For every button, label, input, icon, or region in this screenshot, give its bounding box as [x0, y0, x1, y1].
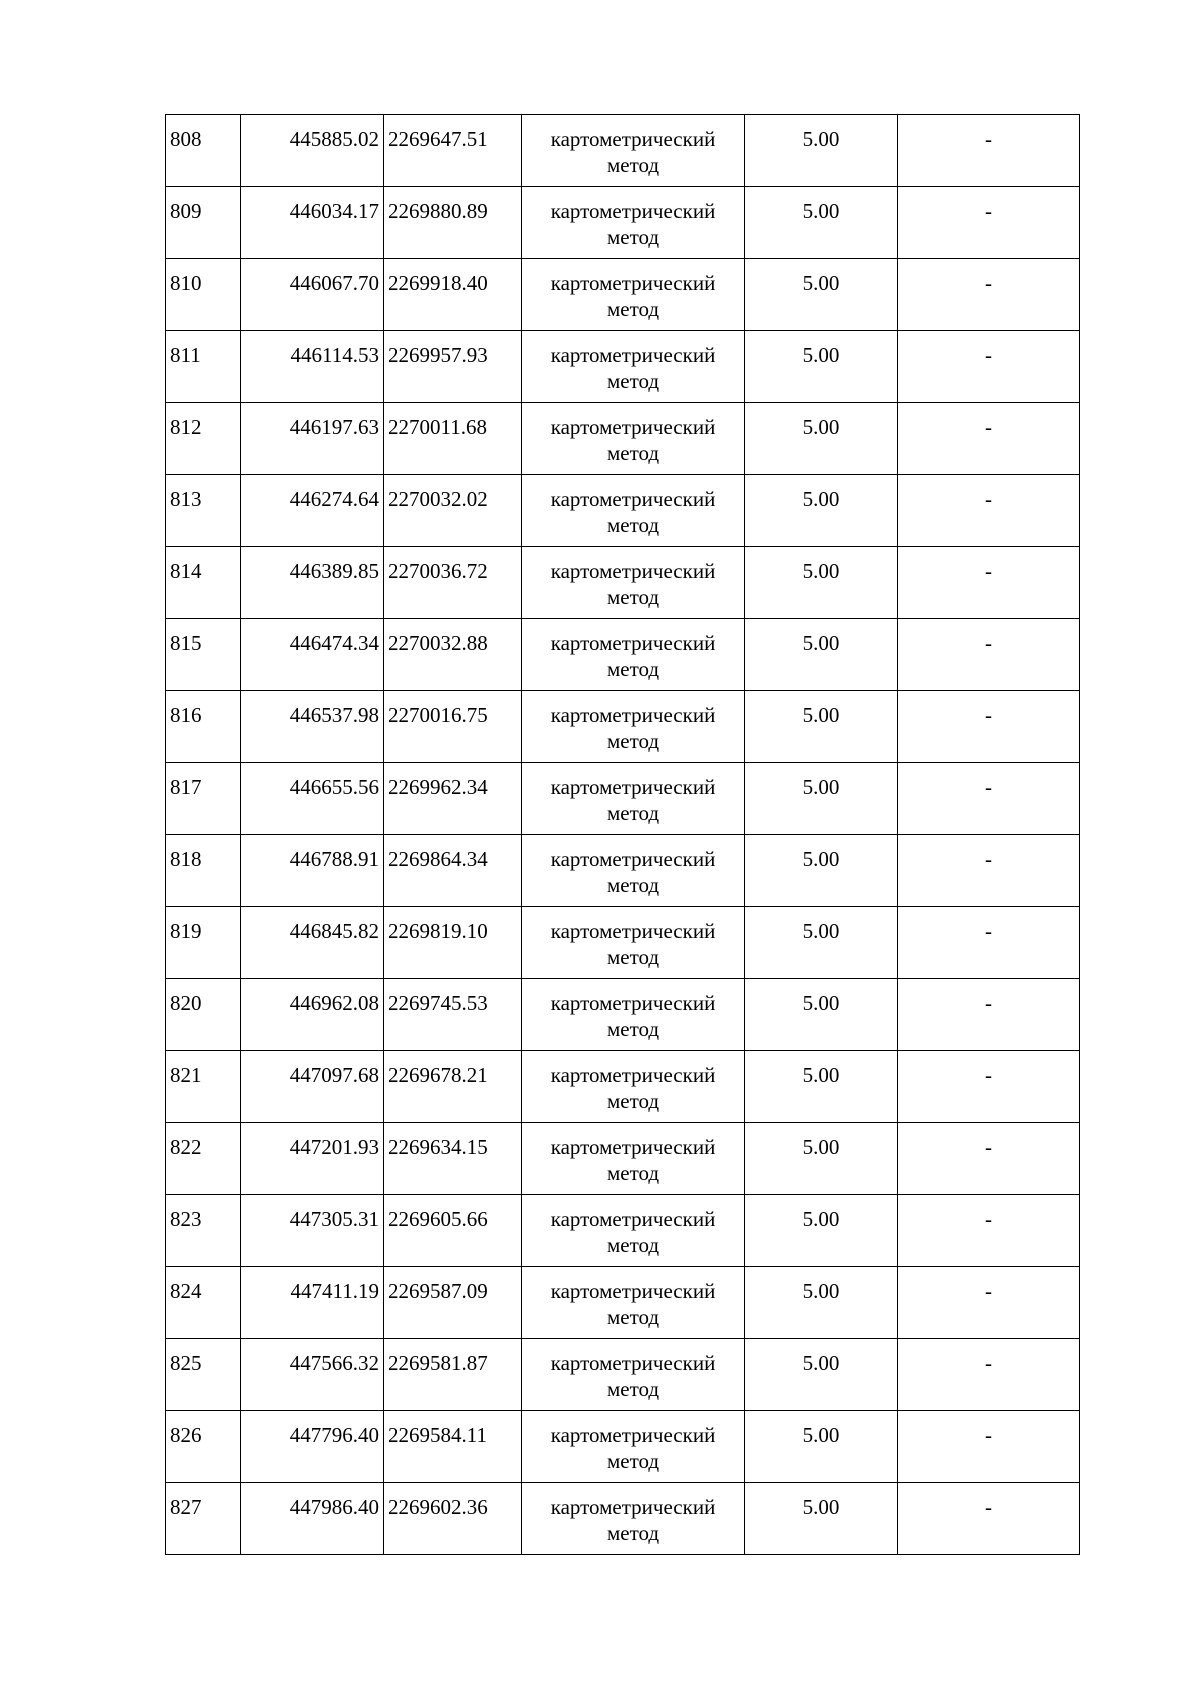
y-coordinate-cell: 2269962.34 [384, 763, 522, 835]
table-row [166, 907, 1080, 979]
accuracy-cell: 5.00 [745, 547, 898, 619]
table-row [166, 835, 1080, 907]
y-coordinate-cell: 2269602.36 [384, 1483, 522, 1555]
table-row [166, 1195, 1080, 1267]
description-cell: - [898, 547, 1080, 619]
y-coordinate-cell: 2269581.87 [384, 1339, 522, 1411]
method-cell: картометрический метод [522, 691, 745, 763]
x-coordinate-cell: 446389.85 [241, 547, 384, 619]
description-cell: - [898, 259, 1080, 331]
accuracy-cell: 5.00 [745, 403, 898, 475]
table-row [166, 1411, 1080, 1483]
description-cell: - [898, 1411, 1080, 1483]
table-row [166, 763, 1080, 835]
table-row [166, 547, 1080, 619]
y-coordinate-cell: 2270011.68 [384, 403, 522, 475]
y-coordinate-cell: 2270032.88 [384, 619, 522, 691]
point-number-cell: 815 [166, 619, 241, 691]
point-number-cell: 813 [166, 475, 241, 547]
table-row [166, 1051, 1080, 1123]
y-coordinate-cell: 2270032.02 [384, 475, 522, 547]
method-cell: картометрический метод [522, 1483, 745, 1555]
description-cell: - [898, 835, 1080, 907]
point-number-cell: 819 [166, 907, 241, 979]
y-coordinate-cell: 2269864.34 [384, 835, 522, 907]
y-coordinate-cell: 2269587.09 [384, 1267, 522, 1339]
point-number-cell: 821 [166, 1051, 241, 1123]
description-cell: - [898, 115, 1080, 187]
y-coordinate-cell: 2269957.93 [384, 331, 522, 403]
method-cell: картометрический метод [522, 907, 745, 979]
x-coordinate-cell: 446197.63 [241, 403, 384, 475]
method-cell: картометрический метод [522, 547, 745, 619]
point-number-cell: 823 [166, 1195, 241, 1267]
y-coordinate-cell: 2269634.15 [384, 1123, 522, 1195]
point-number-cell: 810 [166, 259, 241, 331]
table-row [166, 403, 1080, 475]
table-row [166, 979, 1080, 1051]
method-cell: картометрический метод [522, 835, 745, 907]
y-coordinate-cell: 2269918.40 [384, 259, 522, 331]
x-coordinate-cell: 447566.32 [241, 1339, 384, 1411]
y-coordinate-cell: 2269678.21 [384, 1051, 522, 1123]
method-cell: картометрический метод [522, 1267, 745, 1339]
point-number-cell: 812 [166, 403, 241, 475]
x-coordinate-cell: 446034.17 [241, 187, 384, 259]
method-cell: картометрический метод [522, 1123, 745, 1195]
accuracy-cell: 5.00 [745, 1123, 898, 1195]
x-coordinate-cell: 446474.34 [241, 619, 384, 691]
point-number-cell: 811 [166, 331, 241, 403]
accuracy-cell: 5.00 [745, 619, 898, 691]
description-cell: - [898, 1195, 1080, 1267]
coordinates-table [165, 114, 1080, 1555]
table-row [166, 187, 1080, 259]
accuracy-cell: 5.00 [745, 691, 898, 763]
method-cell: картометрический метод [522, 331, 745, 403]
table-row [166, 1339, 1080, 1411]
accuracy-cell: 5.00 [745, 979, 898, 1051]
description-cell: - [898, 1051, 1080, 1123]
description-cell: - [898, 979, 1080, 1051]
table-row [166, 1483, 1080, 1555]
method-cell: картометрический метод [522, 115, 745, 187]
table-row [166, 691, 1080, 763]
description-cell: - [898, 763, 1080, 835]
x-coordinate-cell: 447201.93 [241, 1123, 384, 1195]
x-coordinate-cell: 447305.31 [241, 1195, 384, 1267]
point-number-cell: 816 [166, 691, 241, 763]
description-cell: - [898, 331, 1080, 403]
point-number-cell: 825 [166, 1339, 241, 1411]
x-coordinate-cell: 446274.64 [241, 475, 384, 547]
y-coordinate-cell: 2270016.75 [384, 691, 522, 763]
x-coordinate-cell: 447796.40 [241, 1411, 384, 1483]
description-cell: - [898, 1339, 1080, 1411]
accuracy-cell: 5.00 [745, 1267, 898, 1339]
method-cell: картометрический метод [522, 403, 745, 475]
accuracy-cell: 5.00 [745, 1411, 898, 1483]
description-cell: - [898, 691, 1080, 763]
y-coordinate-cell: 2269880.89 [384, 187, 522, 259]
y-coordinate-cell: 2269647.51 [384, 115, 522, 187]
x-coordinate-cell: 446788.91 [241, 835, 384, 907]
description-cell: - [898, 619, 1080, 691]
description-cell: - [898, 1267, 1080, 1339]
table-row [166, 1123, 1080, 1195]
table-row [166, 475, 1080, 547]
method-cell: картометрический метод [522, 979, 745, 1051]
coordinates-table-body [166, 115, 1080, 1555]
point-number-cell: 822 [166, 1123, 241, 1195]
table-row [166, 619, 1080, 691]
y-coordinate-cell: 2269605.66 [384, 1195, 522, 1267]
y-coordinate-cell: 2269584.11 [384, 1411, 522, 1483]
accuracy-cell: 5.00 [745, 115, 898, 187]
method-cell: картометрический метод [522, 1195, 745, 1267]
method-cell: картометрический метод [522, 259, 745, 331]
y-coordinate-cell: 2269819.10 [384, 907, 522, 979]
method-cell: картометрический метод [522, 1051, 745, 1123]
x-coordinate-cell: 446655.56 [241, 763, 384, 835]
accuracy-cell: 5.00 [745, 763, 898, 835]
point-number-cell: 809 [166, 187, 241, 259]
accuracy-cell: 5.00 [745, 259, 898, 331]
accuracy-cell: 5.00 [745, 835, 898, 907]
point-number-cell: 827 [166, 1483, 241, 1555]
point-number-cell: 820 [166, 979, 241, 1051]
method-cell: картометрический метод [522, 619, 745, 691]
x-coordinate-cell: 446067.70 [241, 259, 384, 331]
description-cell: - [898, 187, 1080, 259]
y-coordinate-cell: 2270036.72 [384, 547, 522, 619]
table-row [166, 1267, 1080, 1339]
description-cell: - [898, 1483, 1080, 1555]
x-coordinate-cell: 447097.68 [241, 1051, 384, 1123]
table-row [166, 331, 1080, 403]
accuracy-cell: 5.00 [745, 907, 898, 979]
method-cell: картометрический метод [522, 475, 745, 547]
table-row [166, 115, 1080, 187]
method-cell: картометрический метод [522, 1411, 745, 1483]
accuracy-cell: 5.00 [745, 475, 898, 547]
method-cell: картометрический метод [522, 187, 745, 259]
accuracy-cell: 5.00 [745, 1339, 898, 1411]
point-number-cell: 826 [166, 1411, 241, 1483]
point-number-cell: 818 [166, 835, 241, 907]
point-number-cell: 814 [166, 547, 241, 619]
point-number-cell: 824 [166, 1267, 241, 1339]
y-coordinate-cell: 2269745.53 [384, 979, 522, 1051]
x-coordinate-cell: 446962.08 [241, 979, 384, 1051]
point-number-cell: 808 [166, 115, 241, 187]
description-cell: - [898, 403, 1080, 475]
description-cell: - [898, 1123, 1080, 1195]
x-coordinate-cell: 446114.53 [241, 331, 384, 403]
method-cell: картометрический метод [522, 763, 745, 835]
description-cell: - [898, 475, 1080, 547]
method-cell: картометрический метод [522, 1339, 745, 1411]
x-coordinate-cell: 446845.82 [241, 907, 384, 979]
table-row [166, 259, 1080, 331]
accuracy-cell: 5.00 [745, 1195, 898, 1267]
x-coordinate-cell: 445885.02 [241, 115, 384, 187]
x-coordinate-cell: 447411.19 [241, 1267, 384, 1339]
accuracy-cell: 5.00 [745, 1483, 898, 1555]
x-coordinate-cell: 447986.40 [241, 1483, 384, 1555]
point-number-cell: 817 [166, 763, 241, 835]
accuracy-cell: 5.00 [745, 331, 898, 403]
x-coordinate-cell: 446537.98 [241, 691, 384, 763]
accuracy-cell: 5.00 [745, 1051, 898, 1123]
accuracy-cell: 5.00 [745, 187, 898, 259]
description-cell: - [898, 907, 1080, 979]
